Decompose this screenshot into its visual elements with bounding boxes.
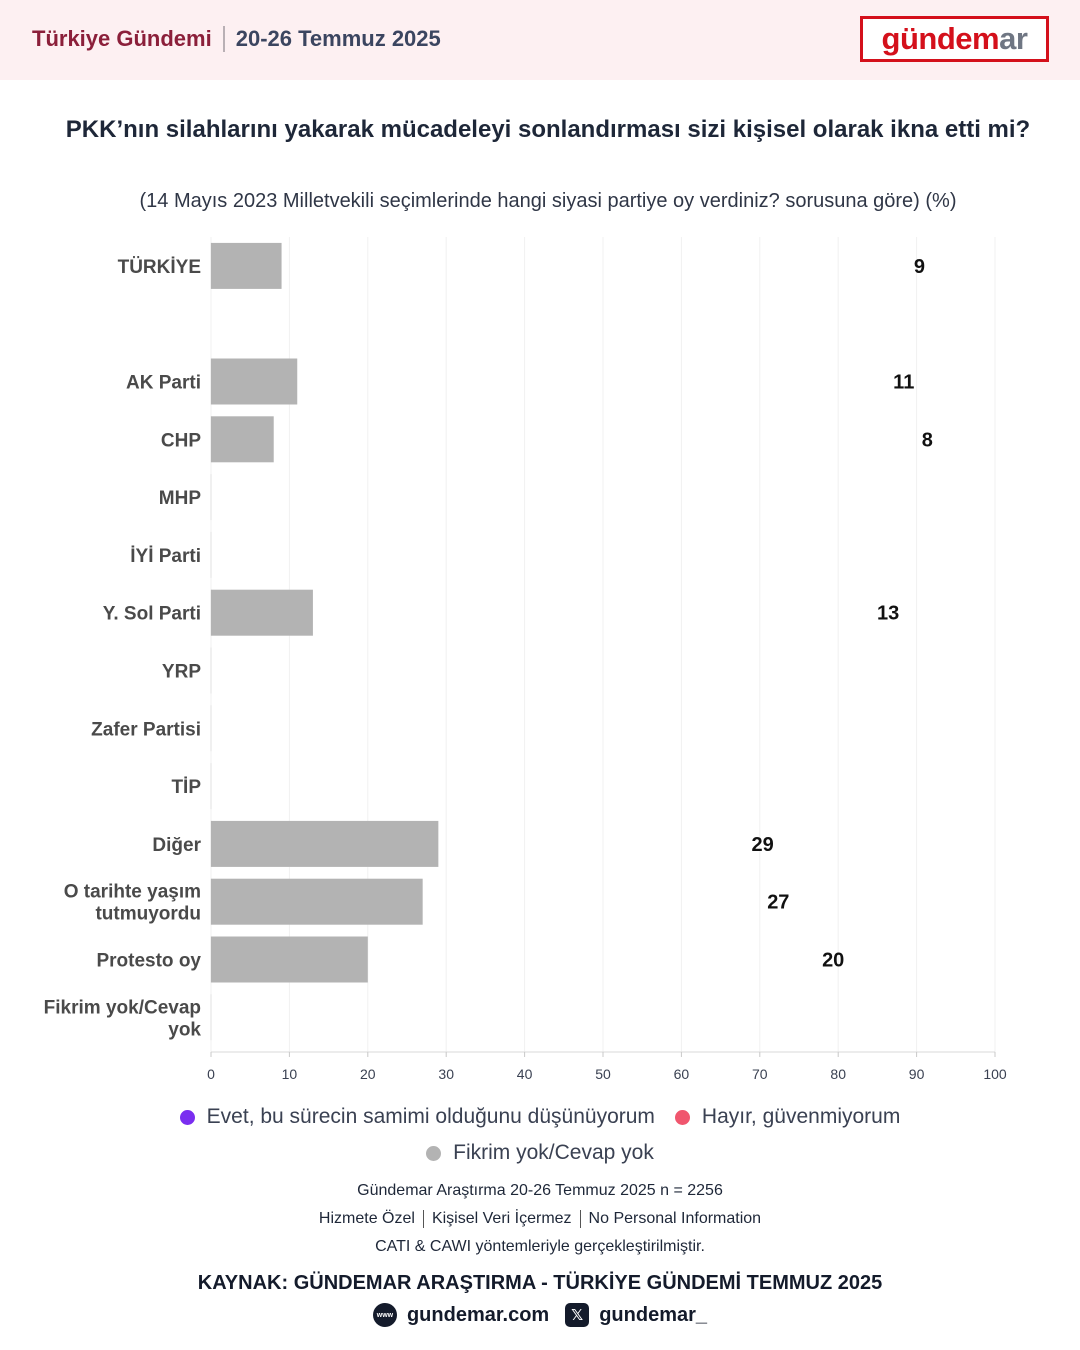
chart-legend (0, 1103, 1080, 1175)
category-label: YRP (161, 661, 201, 683)
logo-text-part2: m (972, 21, 1000, 56)
footer-sample-info: Gündemar Araştırma 20-26 Temmuz 2025 n = 2256 (357, 1182, 723, 1199)
bar-segment (211, 937, 368, 983)
header-left (32, 26, 441, 52)
bar-value-label: 29 (751, 833, 774, 856)
chart-subtitle: (14 Mayıs 2023 Milletvekili seçimlerinde hangi siyasi partiye oy verdiniz? sorusuna göre) (%) (139, 190, 957, 212)
footer-source: KAYNAK: GÜNDEMAR ARAŞTIRMA - TÜRKİYE GÜNDEMİ TEMMUZ 2025 (197, 1272, 883, 1294)
category-label: İYİ Parti (130, 545, 201, 567)
globe-icon: www (373, 1303, 397, 1327)
x-tick-label: 60 (673, 1066, 690, 1082)
legend-item-hayir[interactable] (675, 1105, 900, 1129)
bar-segment (211, 359, 297, 405)
brand-title: Türkiye Gündemi (32, 26, 212, 51)
footer-divider (580, 1210, 581, 1228)
bar-segment (211, 879, 423, 925)
header-bar (0, 0, 1080, 80)
footer-divider (423, 1210, 424, 1228)
category-label: AK Parti (126, 372, 201, 394)
bar-segment (211, 821, 438, 867)
category-label: CHP (160, 430, 201, 452)
bar-segment (211, 243, 282, 289)
legend-label-hayir: Hayır, güvenmiyorum (701, 1105, 901, 1128)
header-divider (223, 26, 225, 52)
x-tick-label: 30 (438, 1066, 454, 1082)
website-link[interactable] (373, 1303, 549, 1327)
logo-text-part1: günde (881, 21, 973, 56)
category-label: Fikrim yok/Cevap yok (43, 997, 201, 1041)
legend-dot-evet (180, 1110, 195, 1125)
legend-dot-fikrim-yok (426, 1146, 441, 1161)
category-label: TÜRKİYE (117, 256, 201, 278)
legend-label-evet: Evet, bu sürecin samimi olduğunu düşünüyorum (206, 1105, 655, 1128)
website-text: gundemar.com (406, 1303, 550, 1326)
gundemar-logo (860, 16, 1049, 62)
footer-method: CATI & CAWI yöntemleriyle gerçekleştirilmiştir. (375, 1238, 705, 1255)
footer-kisisel-veri: Kişisel Veri İçermez (431, 1210, 572, 1227)
bar-value-label: 20 (822, 949, 845, 972)
category-label: Protesto oy (96, 950, 201, 972)
category-label: Y. Sol Parti (102, 603, 201, 625)
x-tick-label: 20 (360, 1066, 376, 1082)
footer-privacy-line (0, 1208, 1080, 1236)
footer-hizmete-ozel: Hizmete Özel (318, 1210, 415, 1227)
logo-text-part3: ar (999, 21, 1028, 56)
bar-segment (211, 590, 313, 636)
legend-item-fikrim-yok[interactable] (426, 1141, 654, 1165)
category-label: Diğer (152, 834, 201, 856)
bar-value-label: 11 (893, 371, 915, 394)
bar-value-label: 13 (876, 602, 900, 625)
legend-item-evet[interactable] (180, 1105, 655, 1129)
category-label: Zafer Partisi (91, 719, 201, 741)
legend-label-fikrim-yok: Fikrim yok/Cevap yok (453, 1141, 654, 1164)
bar-value-label: 27 (767, 891, 790, 914)
x-logo-icon: 𝕏 (565, 1303, 589, 1327)
category-label: O tarihte yaşım tutmuyordu (63, 881, 201, 925)
x-tick-label: 0 (207, 1066, 215, 1082)
x-tick-label: 90 (908, 1066, 925, 1082)
x-tick-label: 80 (830, 1066, 846, 1082)
bar-value-label: 8 (921, 429, 933, 452)
chart-title: PKK’nın silahlarını yakarak mücadeleyi sonlandırması sizi kişisel olarak ikna etti mi? (65, 116, 1031, 143)
x-tick-label: 50 (595, 1066, 611, 1082)
category-label: TİP (171, 777, 201, 799)
x-handle-text: gundemar_ (599, 1303, 708, 1326)
x-tick-label: 10 (281, 1066, 298, 1082)
footer (0, 1180, 1080, 1330)
category-label: MHP (158, 488, 201, 510)
footer-no-personal-info: No Personal Information (588, 1210, 762, 1227)
x-tick-label: 40 (516, 1066, 533, 1082)
x-tick-label: 70 (752, 1066, 768, 1082)
legend-dot-hayir (675, 1110, 690, 1125)
date-range: 20-26 Temmuz 2025 (235, 26, 441, 51)
bar-value-label: 9 (913, 255, 926, 278)
footer-social (0, 1300, 1080, 1330)
x-handle-link[interactable] (565, 1303, 707, 1327)
x-tick-label: 100 (983, 1066, 1007, 1082)
bar-segment (211, 416, 274, 462)
